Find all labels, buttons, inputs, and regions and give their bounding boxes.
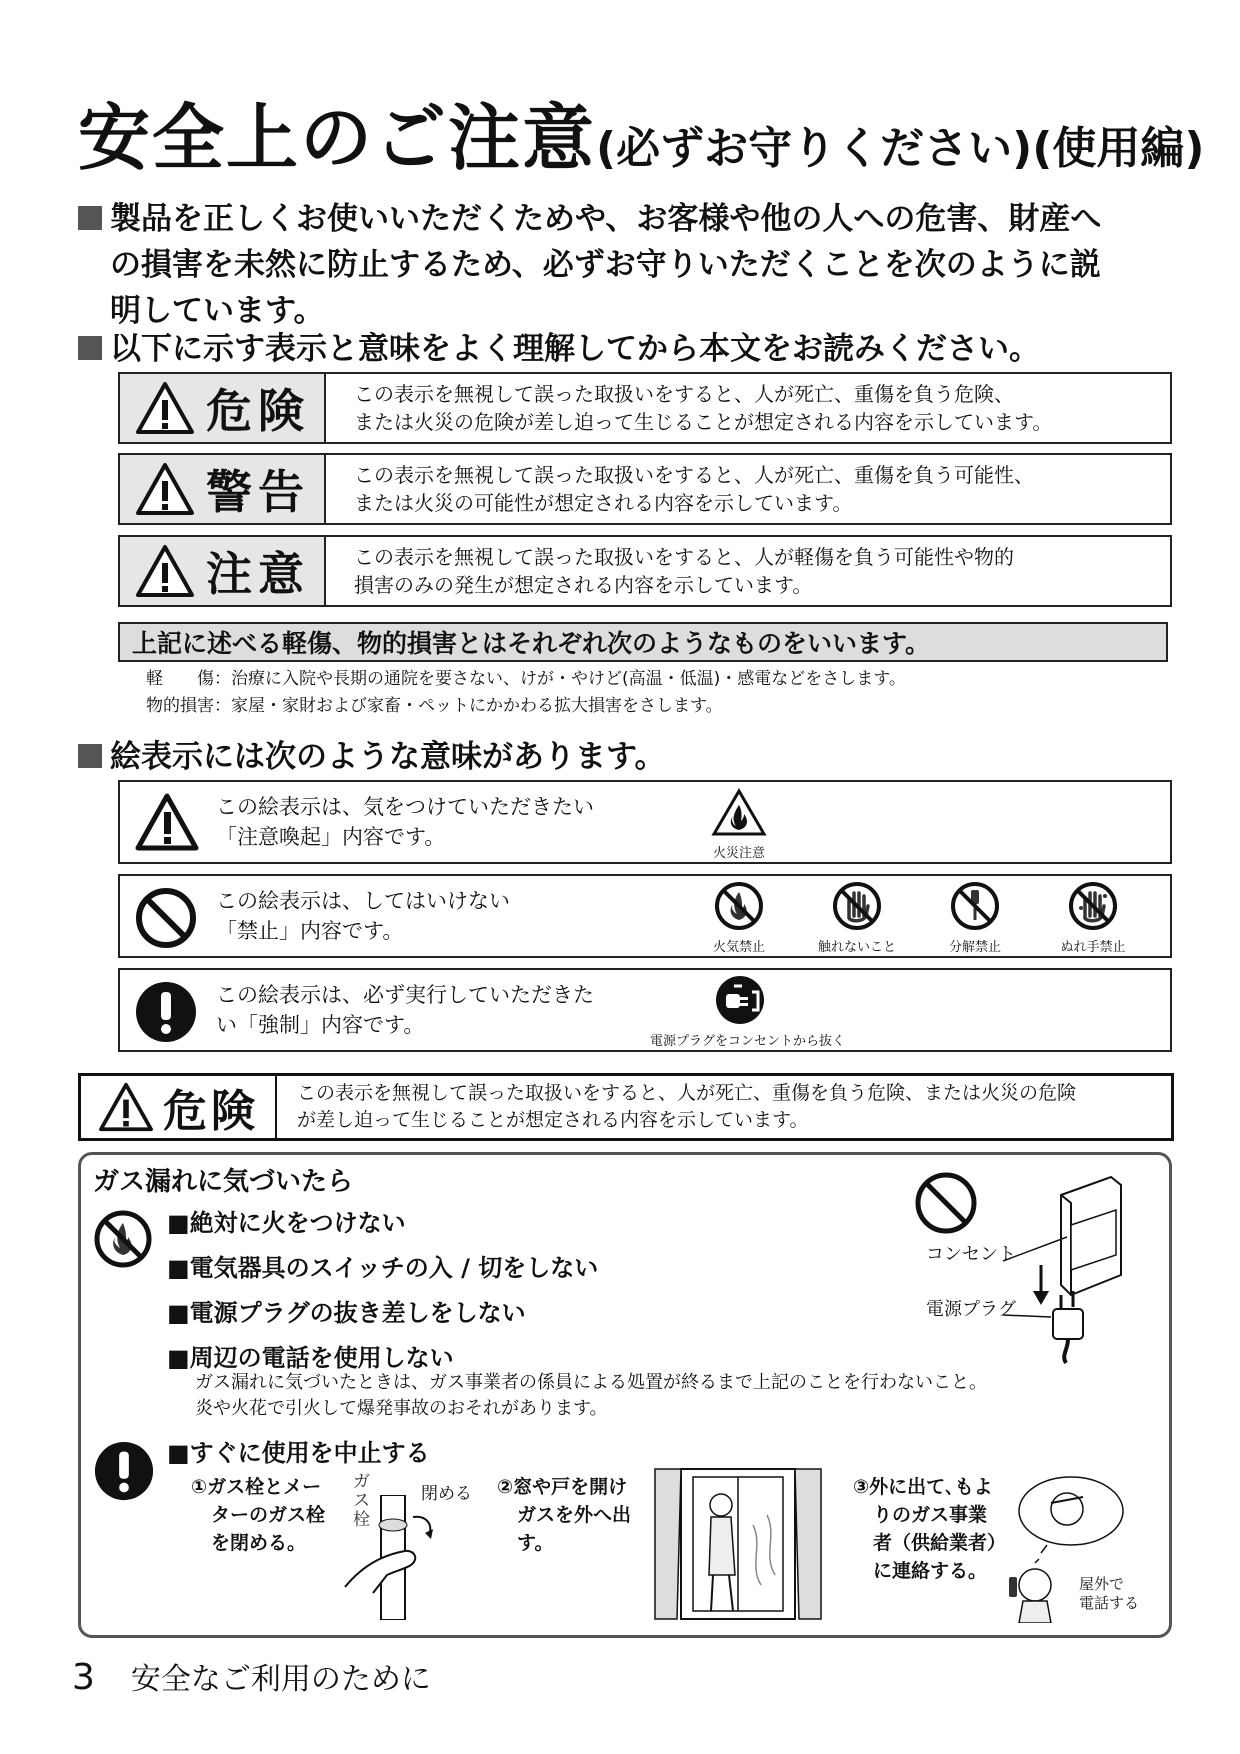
warning-triangle-icon	[134, 380, 196, 436]
no-disassembly-pictogram	[920, 880, 1030, 955]
no-touch-pictogram	[802, 880, 912, 955]
sign-label: 注意	[120, 537, 326, 605]
no-wet-hands-icon	[1067, 880, 1119, 932]
fire-caution-pictogram	[684, 788, 794, 861]
gas-leak-item-2: ■電気器具のスイッチの入 / 切をしない	[167, 1254, 599, 1282]
pictogram-mandatory-box	[118, 968, 1172, 1052]
footer-section-title: 安全なご利用のために	[130, 1662, 431, 1697]
gas-leak-item-4: ■周辺の電話を使用しない	[167, 1344, 454, 1372]
sign-caution	[118, 535, 1172, 607]
section-pictograms-heading: 絵表示には次のような意味があります。	[78, 734, 666, 780]
danger-notice-box	[78, 1073, 1174, 1141]
danger-description: この表示を無視して誤った取扱いをすると、人が死亡、重傷を負う危険、または火災の危険 が差し迫って生じることが想定される内容を示しています。	[297, 1082, 1077, 1131]
title-main: 安全上のご注意	[78, 96, 597, 180]
prohibition-icon	[134, 886, 198, 950]
pictogram-caption: 火気禁止	[712, 940, 765, 955]
square-bullet-icon	[78, 206, 102, 230]
warning-triangle-icon	[134, 461, 196, 517]
mandatory-action-icon	[93, 1440, 155, 1502]
sign-label: 警告	[120, 455, 326, 523]
title-sub: (必ずお守りください)(使用編)	[596, 123, 1205, 174]
outlet-label: コンセント	[926, 1244, 1016, 1265]
gas-leak-box	[78, 1152, 1172, 1638]
sign-danger	[118, 372, 1172, 444]
caution-triangle-icon	[134, 792, 200, 852]
valve-hand-illustration	[343, 1495, 463, 1620]
sign-warning	[118, 453, 1172, 525]
close-label: 閉める	[421, 1484, 472, 1504]
plug-label: 電源プラグ	[926, 1299, 1016, 1320]
step-1-text: ①ガス栓とメー ターのガス栓 を閉める。	[191, 1476, 326, 1554]
stop-usage-heading: ■すぐに使用を中止する	[167, 1439, 430, 1467]
no-fire-icon	[713, 880, 765, 932]
unplug-icon	[714, 974, 766, 1026]
pictogram-caption: 触れないこと	[817, 940, 896, 955]
no-fire-icon	[93, 1209, 153, 1269]
unplug-pictogram	[650, 974, 846, 1049]
pictogram-caption: ぬれ手禁止	[1060, 940, 1126, 955]
outdoor-call-caption: 屋外で 電話する	[1079, 1575, 1140, 1612]
intro-paragraph: 製品を正しくお使いいただくためや、お客様や他の人への危害、財産へ の損害を未然に防止するため、必ずお守りいただくことを次のように説 明しています。	[78, 196, 1101, 334]
pictogram-caption: 火災注意	[712, 846, 765, 861]
gas-leak-heading: ガス漏れに気づいたら	[93, 1167, 354, 1197]
pictogram-caption: 電源プラグをコンセントから抜く	[650, 1034, 846, 1049]
sign-description: この表示を無視して誤った取扱いをすると、人が死亡、重傷を負う可能性、 または火災の可能性が想定される内容を示しています。	[354, 463, 1034, 515]
square-bullet-icon	[78, 744, 102, 768]
pictogram-caption: 分解禁止	[948, 940, 1001, 955]
warning-triangle-icon	[134, 543, 196, 599]
sign-description: この表示を無視して誤った取扱いをすると、人が死亡、重傷を負う危険、 または火災の危険が差し迫って生じることが想定される内容を示しています。	[354, 382, 1053, 434]
gas-leak-item-1: ■絶対に火をつけない	[167, 1209, 406, 1237]
fire-caution-icon	[711, 788, 767, 838]
section-signs-heading: 以下に示す表示と意味をよく理解してから本文をお読みください。	[78, 326, 1040, 372]
gas-leak-item-3: ■電源プラグの抜き差しをしない	[167, 1299, 526, 1327]
gas-leak-note: ガス漏れに気づいたときは、ガス事業者の係員による処置が終るまで上記のことを行わないこと。 炎や火花で引火して爆発事故のおそれがあります。	[195, 1372, 987, 1419]
definition-property: 物的損害：家屋・家財および家畜・ペットにかかわる拡大損害をさします。	[146, 696, 723, 716]
definitions-list	[146, 666, 906, 720]
danger-label: 危険	[81, 1076, 277, 1138]
gas-valve-label: ガス栓	[353, 1472, 370, 1530]
page-number: 3	[72, 1657, 95, 1698]
sign-label: 危険	[120, 374, 326, 442]
pictogram-caution-box	[118, 780, 1172, 864]
page-title	[78, 80, 1204, 184]
no-fire-pictogram	[684, 880, 794, 955]
pictogram-description: この絵表示は、してはいけない 「禁止」内容です。	[216, 889, 510, 943]
no-disassembly-screwdriver-icon	[949, 880, 1001, 932]
pictogram-description: この絵表示は、必ず実行していただきた い「強制」内容です。	[216, 983, 594, 1037]
pictogram-prohibit-box	[118, 874, 1172, 958]
open-window-illustration	[653, 1465, 823, 1625]
square-bullet-icon	[78, 336, 102, 360]
no-wet-hands-pictogram	[1038, 880, 1148, 955]
pictogram-description: この絵表示は、気をつけていただきたい 「注意喚起」内容です。	[216, 795, 594, 849]
definition-light-injury: 軽 傷：治療に入院や長期の通院を要さない、けが・やけど(高温・低温)・感電などをさします。	[146, 669, 906, 689]
sign-description: この表示を無視して誤った取扱いをすると、人が軽傷を負う可能性や物的 損害のみの発生が想定される内容を示しています。	[354, 545, 1014, 597]
step-2-text: ②窓や戸を開け ガスを外へ出 す。	[497, 1476, 632, 1554]
step-3-text: ③外に出て､もよ りのガス事業 者（供給業者） に連絡する。	[853, 1476, 1007, 1582]
warning-triangle-icon	[97, 1081, 155, 1133]
no-touch-hand-icon	[831, 880, 883, 932]
definitions-header: 上記に述べる軽傷、物的損害とはそれぞれ次のようなものをいいます。	[118, 622, 1168, 662]
mandatory-action-icon	[134, 980, 198, 1044]
page-footer	[72, 1654, 431, 1698]
